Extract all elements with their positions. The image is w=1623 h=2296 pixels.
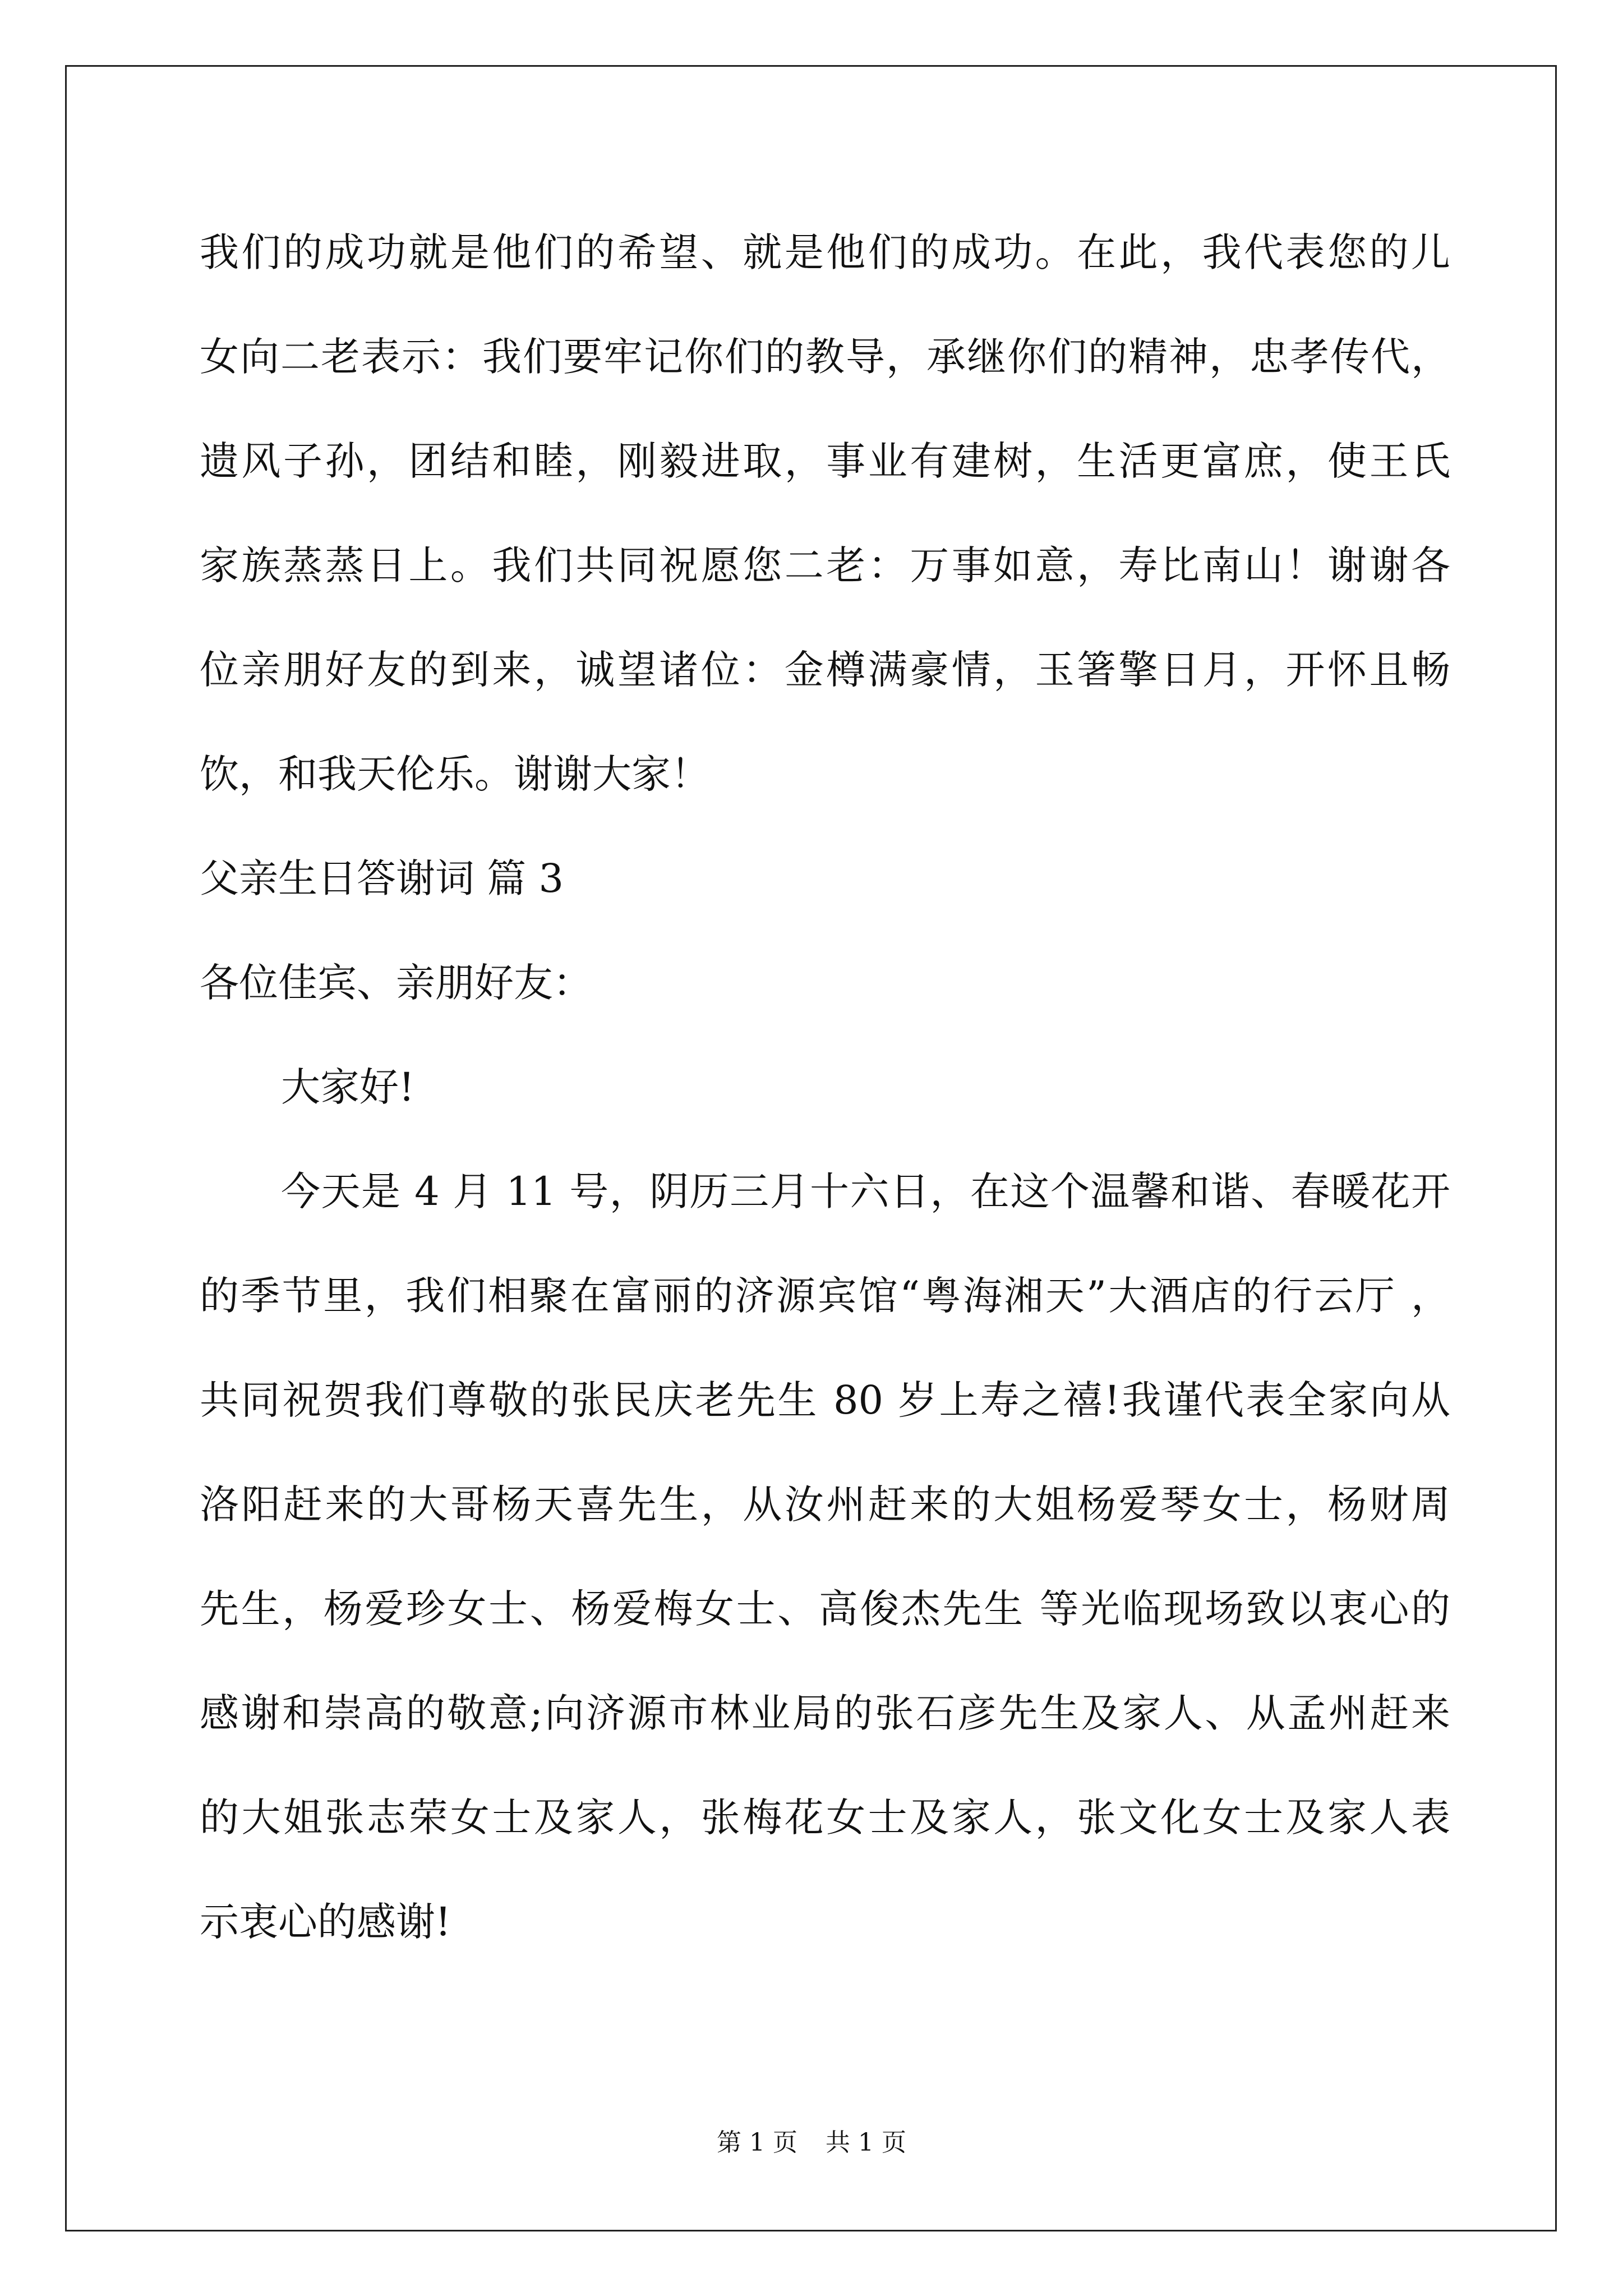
text-line-10: 今天是 4 月 11 号，阴历三月十六日，在这个温馨和谐、春暖花开 [281,1168,1450,1214]
text-line-11: 的季节里，我们相聚在富丽的济源宾馆“粤海湘天”大酒店的行云厅 ， [200,1273,1450,1319]
text-line-13: 洛阳赶来的大哥杨天喜先生，从汝州赶来的大姐杨爱琴女士，杨财周 [200,1481,1450,1527]
greeting: 大家好! [281,1064,415,1110]
text-line-12: 共同祝贺我们尊敬的张民庆老先生 80 岁上寿之禧!我谨代表全家向从 [200,1377,1450,1423]
text-line-2: 女向二老表示：我们要牢记你们的教导，承继你们的精神，忠孝传代， [200,334,1450,380]
text-line-14: 先生，杨爱珍女士、杨爱梅女士、高俊杰先生 等光临现场致以衷心的 [200,1586,1450,1632]
section-heading: 父亲生日答谢词 篇 3 [200,855,564,901]
text-line-1: 我们的成功就是他们的希望、就是他们的成功。在此，我代表您的儿 [200,229,1450,275]
text-line-4: 家族蒸蒸日上。我们共同祝愿您二老：万事如意，寿比南山！谢谢各 [200,542,1450,588]
text-line-5: 位亲朋好友的到来，诚望诸位：金樽满豪情，玉箸擎日月，开怀且畅 [200,647,1450,693]
text-line-17: 示衷心的感谢! [200,1899,451,1945]
text-line-3: 遗风子孙，团结和睦，刚毅进取，事业有建树，生活更富庶，使王氏 [200,438,1450,484]
text-line-16: 的大姐张志荣女士及家人，张梅花女士及家人，张文化女士及家人表 [200,1795,1450,1841]
salutation: 各位佳宾、亲朋好友： [200,960,592,1006]
page-total: 共 1 页 [826,2128,906,2157]
text-line-15: 感谢和崇高的敬意;向济源市林业局的张石彦先生及家人、从孟州赶来 [200,1690,1450,1736]
page-number: 第 1 页 [717,2128,797,2157]
text-line-6: 饮，和我天伦乐。谢谢大家！ [200,751,710,797]
page-footer [0,2126,1623,2160]
